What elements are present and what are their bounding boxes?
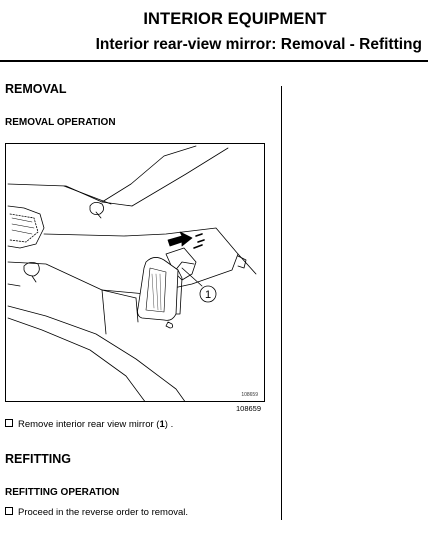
figure-ref-inner: 108659 xyxy=(241,392,258,398)
headliner-panel xyxy=(44,228,238,294)
refitting-operation-heading: REFITTING OPERATION xyxy=(5,487,120,498)
visor-clip-bottom xyxy=(24,262,39,276)
illustration-drawing xyxy=(6,144,265,402)
callout-label: 1 xyxy=(204,289,212,301)
figure-ref: 108659 xyxy=(236,404,262,413)
removal-step xyxy=(5,419,173,430)
removal-step-text: Remove interior rear view mirror ( xyxy=(18,419,160,430)
removal-operation-heading: REMOVAL OPERATION xyxy=(5,117,116,128)
step-checkbox-icon xyxy=(5,507,13,515)
pillar-trim-line xyxy=(8,306,186,402)
windscreen-top-line xyxy=(102,146,196,202)
mirror-body xyxy=(138,257,179,320)
refitting-step-text: Proceed in the reverse order to removal. xyxy=(18,507,189,518)
refitting-heading: REFITTING xyxy=(5,452,71,466)
removal-arrow xyxy=(168,232,192,246)
removal-heading: REMOVAL xyxy=(5,82,67,96)
document-subtitle: Interior rear-view mirror: Removal - Refitting xyxy=(95,36,422,53)
step-checkbox-icon xyxy=(5,419,13,427)
mirror-removal-illustration xyxy=(5,143,265,402)
column-divider xyxy=(281,86,282,520)
document-title: INTERIOR EQUIPMENT xyxy=(143,10,327,28)
removal-step-part-ref: 1 xyxy=(159,419,165,430)
windscreen-edge-line xyxy=(132,148,228,206)
header-rule xyxy=(0,60,428,62)
removal-step-text-end: ) . xyxy=(164,419,174,430)
refitting-step xyxy=(5,507,188,518)
